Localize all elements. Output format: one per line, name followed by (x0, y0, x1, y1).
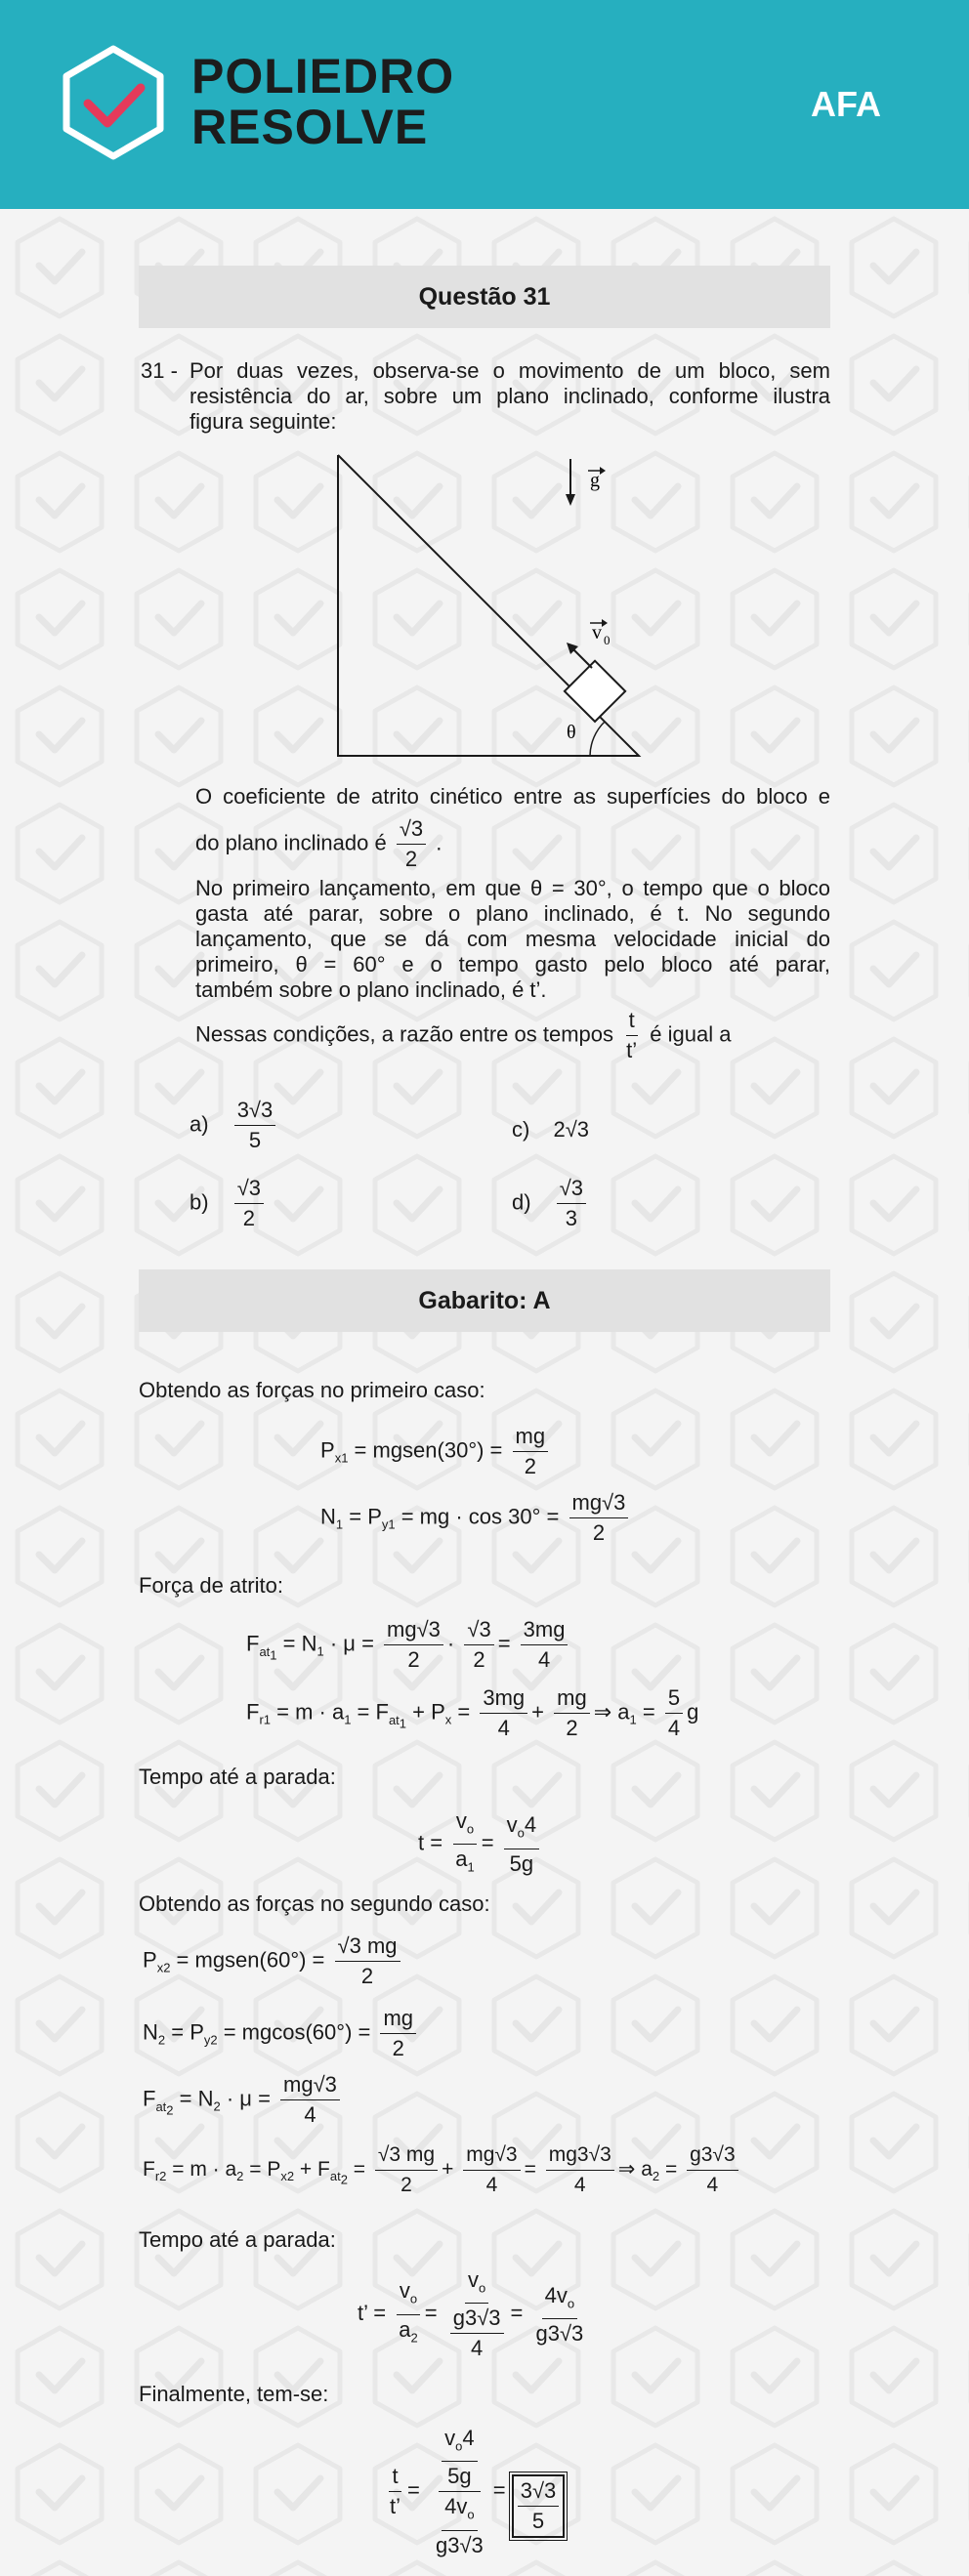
fat1-lhs: F (246, 1631, 260, 1656)
second-case-title: Obtendo as forças no segundo caso: (139, 1891, 490, 1916)
coef-fraction (397, 816, 426, 872)
equation-fat1 (246, 1617, 571, 1673)
px2-lhs: P (143, 1947, 157, 1973)
fr1-d1: 4 (497, 1716, 510, 1740)
fat2-mid-sub: 2 (213, 2098, 221, 2114)
fr2-fraction-2 (463, 2142, 520, 2198)
fin-ld: t’ (390, 2494, 400, 2519)
ratio-end: é igual a (650, 1021, 732, 1047)
para-line-5: também sobre o plano inclinado, é t’. (195, 977, 547, 1002)
t-n1-sub: o (466, 1821, 475, 1837)
fr2-n3: mg3√3 (546, 2142, 614, 2171)
fr2-lhs: F (143, 2158, 155, 2181)
tp-eq: = (424, 2301, 438, 2325)
coef-text-line-2 (195, 816, 442, 872)
fr2-mid2: = P (243, 2158, 281, 2181)
px1-fraction (513, 1424, 549, 1479)
fin-rn: 3√3 (518, 2478, 560, 2507)
option-b-den: 2 (242, 1206, 255, 1230)
first-case-title: Obtendo as forças no primeiro caso: (139, 1378, 485, 1402)
fat1-d3: 4 (537, 1647, 551, 1672)
fat2-num: mg√3 (280, 2072, 340, 2100)
fat2-fraction (280, 2072, 340, 2128)
brand-logo-text (191, 51, 454, 152)
tp-n3-sub: o (567, 2295, 575, 2310)
px1-mid: = mgsen(30°) = (348, 1437, 503, 1463)
fr1-sub5: 1 (629, 1712, 637, 1727)
question-title-bar: Questão 31 (139, 266, 830, 328)
coef-num: √3 (397, 816, 426, 845)
fr1-eq: = (451, 1699, 471, 1724)
n2-lhs: N (143, 2019, 158, 2045)
option-d-den: 3 (565, 1206, 577, 1230)
fr2-sub5: 2 (652, 2169, 660, 2184)
fr2-fraction-4 (687, 2142, 738, 2198)
tp-n1: v (399, 2278, 410, 2304)
fr1-d3: 4 (667, 1716, 681, 1740)
option-d (512, 1176, 590, 1231)
fr2-sub3: x2 (280, 2169, 295, 2184)
option-a-label: a) (190, 1111, 209, 1137)
fat2-den: 4 (304, 2102, 316, 2127)
t-n2: v (506, 1812, 518, 1838)
fr1-end: g (687, 1699, 699, 1724)
ratio-fraction (623, 1008, 640, 1063)
fr1-mid3: + P (406, 1699, 445, 1724)
n1-mid2: = mg · cos 30° = (395, 1504, 560, 1529)
fat2-mid: = N (173, 2086, 214, 2111)
px1-num: mg (513, 1424, 549, 1452)
n2-den: 2 (392, 2036, 404, 2060)
fr2-mid: = m · a (166, 2158, 237, 2181)
fr1-lhs: F (246, 1699, 260, 1724)
n2-sub2: y2 (203, 2032, 218, 2048)
stop-time-title-2: Tempo até a parada: (139, 2227, 336, 2252)
n2-fraction (380, 2006, 416, 2061)
option-d-fraction (557, 1176, 586, 1231)
option-d-label: d) (512, 1189, 531, 1215)
fr2-sub4b: 2 (340, 2172, 348, 2187)
n2-num: mg (380, 2006, 416, 2034)
fat1-fraction-1 (384, 1617, 443, 1673)
t-d1: a (455, 1847, 468, 1872)
option-c (512, 1117, 589, 1143)
tp-fraction-2 (447, 2267, 507, 2361)
fr1-d2: 2 (566, 1716, 578, 1740)
fat2-subsub: 2 (166, 2102, 174, 2118)
px2-mid: = mgsen(60°) = (170, 1947, 325, 1973)
header (0, 0, 969, 209)
coef-text-line-1: O coeficiente de atrito cinético entre as superfícies do bloco e (195, 784, 830, 809)
t-lhs: t = (418, 1830, 443, 1855)
fat2-mid2: · μ = (220, 2086, 271, 2111)
option-a-den: 5 (248, 1128, 262, 1152)
para-line-4: primeiro, θ = 60° e o tempo gasto pelo bloco até parar, (195, 952, 830, 976)
n1-mid1: = P (343, 1504, 382, 1529)
equation-px1 (320, 1424, 552, 1479)
fr2-n2: mg√3 (463, 2142, 520, 2171)
n1-sub: 1 (335, 1517, 344, 1532)
coef-text: do plano inclinado é (195, 830, 387, 855)
fr1-sub3b: 1 (399, 1716, 407, 1731)
tp-fraction-1 (396, 2278, 420, 2350)
gravity-arrow (566, 459, 606, 506)
fr2-mid3: + F (294, 2158, 330, 2181)
px2-fraction (335, 1933, 400, 1989)
fat1-fraction-3 (521, 1617, 569, 1673)
t-n1: v (455, 1808, 467, 1833)
equation-t-prime (358, 2267, 590, 2361)
fr2-n1: √3 mg (375, 2142, 438, 2171)
fin-dd: g3√3 (435, 2532, 484, 2557)
n1-sub2: y1 (381, 1517, 396, 1532)
exam-name: AFA (811, 84, 881, 124)
tp-n2: v (468, 2267, 480, 2292)
tp-fraction-3 (533, 2283, 587, 2347)
fr2-fraction-3 (546, 2142, 614, 2198)
fat1-dot: · (446, 1631, 455, 1656)
option-a (190, 1098, 279, 1153)
fr1-imp: ⇒ a (593, 1699, 630, 1724)
fr2-fraction-1 (375, 2142, 438, 2198)
fin-fraction-1 (387, 2464, 403, 2519)
t-d2: 5g (509, 1850, 534, 1876)
equation-fr2 (143, 2142, 742, 2198)
tp-d1-sub: 2 (410, 2330, 418, 2346)
n1-num: mg√3 (569, 1490, 629, 1518)
fin-eq: = (407, 2477, 420, 2503)
tp-eq2: = (510, 2301, 524, 2325)
fat2-lhs: F (143, 2086, 156, 2111)
equation-t (418, 1808, 543, 1881)
friction-title: Força de atrito: (139, 1573, 283, 1598)
statement-line-3: figura seguinte: (190, 409, 337, 434)
tp-d2d: 4 (471, 2336, 484, 2361)
stop-time-title-1: Tempo até a parada: (139, 1765, 336, 1789)
checkmark-hexagon-icon (59, 43, 168, 162)
equation-px2 (143, 1933, 404, 1989)
px1-den: 2 (524, 1454, 536, 1478)
tp-d3: g3√3 (535, 2320, 584, 2346)
n2-mid2: = mgcos(60°) = (217, 2019, 371, 2045)
option-a-fraction (234, 1098, 276, 1153)
px1-lhs: P (320, 1437, 335, 1463)
fr2-sub4: at (329, 2169, 341, 2184)
t-d1-sub: 1 (467, 1859, 475, 1875)
t-n2-end: 4 (524, 1812, 537, 1838)
ratio-line (195, 1008, 731, 1063)
fin-nn-end: 4 (462, 2426, 475, 2450)
fin-ln: t (389, 2464, 400, 2492)
fr1-mid2: = F (351, 1699, 389, 1724)
tp-lhs: t’ = (358, 2301, 387, 2325)
para-line-3: lançamento, que se dá com mesma velocidade inicial do (195, 927, 830, 951)
equation-n1 (320, 1490, 632, 1546)
fr2-sub: r2 (154, 2169, 167, 2184)
fr1-sub: r1 (259, 1712, 272, 1727)
fr1-n1: 3mg (480, 1685, 527, 1714)
fat1-d1: 2 (407, 1647, 420, 1672)
equation-fr1 (246, 1685, 698, 1741)
option-c-label: c) (512, 1117, 530, 1142)
t-eq: = (481, 1830, 494, 1855)
fr2-n4: g3√3 (687, 2142, 738, 2171)
gravity-label: g (590, 470, 600, 491)
option-b (190, 1176, 268, 1231)
equation-final (383, 2426, 565, 2558)
t-fraction-2 (504, 1812, 539, 1876)
statement-line-2: resistência do ar, sobre um plano inclinado, conforme ilustra (190, 384, 830, 408)
fr2-eq: = (347, 2158, 366, 2181)
t-n2-sub: o (517, 1825, 525, 1841)
equation-n2 (143, 2006, 420, 2061)
para-line-1: No primeiro lançamento, em que θ = 30°, o tempo que o bloco (195, 876, 830, 900)
fr2-d4: 4 (706, 2174, 719, 2196)
sliding-block (565, 661, 625, 722)
fin-nn-sub: o (455, 2438, 463, 2454)
tp-n1-sub: o (409, 2291, 418, 2306)
fr1-n2: mg (554, 1685, 590, 1714)
option-d-num: √3 (557, 1176, 586, 1204)
fr1-n3: 5 (665, 1685, 683, 1714)
ratio-text: Nessas condições, a razão entre os tempos (195, 1021, 614, 1047)
fr2-d3: 4 (573, 2174, 586, 2196)
fr1-fraction-3 (665, 1685, 683, 1741)
fat1-fraction-2 (464, 1617, 493, 1673)
px1-sub: x1 (334, 1450, 349, 1466)
fat1-subsub: 1 (270, 1647, 277, 1663)
fat1-n2: √3 (464, 1617, 493, 1645)
px2-num: √3 mg (335, 1933, 400, 1962)
fr2-plus: + (442, 2158, 454, 2181)
final-title: Finalmente, tem-se: (139, 2382, 329, 2406)
fr2-sub2: 2 (236, 2169, 244, 2184)
ratio-num: t (626, 1008, 638, 1036)
fat1-n3: 3mg (521, 1617, 569, 1645)
fr1-sub4: x (444, 1712, 452, 1727)
fin-fraction-2 (430, 2426, 489, 2558)
velocity-label: v (592, 622, 602, 644)
fr2-eq3: = (659, 2158, 678, 2181)
option-b-num: √3 (234, 1176, 264, 1204)
tp-d1: a (399, 2316, 411, 2342)
equation-fat2 (143, 2072, 344, 2128)
statement-line-1: Por duas vezes, observa-se o movimento de um bloco, sem (190, 358, 830, 383)
fin-dn: 4v (444, 2494, 468, 2519)
fr2-d2: 4 (485, 2174, 498, 2196)
inclined-plane-figure (328, 447, 656, 760)
fr1-fraction-1 (480, 1685, 527, 1741)
n1-den: 2 (592, 1520, 606, 1545)
n1-fraction (569, 1490, 629, 1546)
fin-rd: 5 (531, 2508, 545, 2533)
fr1-fraction-2 (554, 1685, 590, 1741)
fr2-d1: 2 (400, 2174, 412, 2196)
n1-lhs: N (320, 1504, 336, 1529)
ratio-den: t’ (626, 1038, 638, 1062)
answer-title-bar: Gabarito: A (139, 1269, 830, 1332)
fin-nd: 5g (447, 2464, 472, 2489)
fr2-eq2: = (524, 2158, 536, 2181)
t-fraction-1 (452, 1808, 477, 1881)
tp-n2-sub: o (479, 2280, 486, 2296)
fat1-eq: = (497, 1631, 511, 1656)
fin-nn: v (444, 2426, 456, 2450)
option-b-label: b) (190, 1189, 209, 1215)
fat1-sub: at (259, 1643, 271, 1659)
fr1-sub2: 1 (344, 1712, 352, 1727)
brand-line-2: RESOLVE (191, 100, 429, 154)
fat1-mid-sub: 1 (316, 1643, 324, 1659)
fin-eq2: = (492, 2477, 506, 2503)
velocity-arrow (567, 619, 611, 668)
fat1-d2: 2 (473, 1647, 485, 1672)
fat1-n1: mg√3 (384, 1617, 443, 1645)
option-a-num: 3√3 (234, 1098, 276, 1126)
px2-sub: x2 (156, 1960, 171, 1975)
option-b-fraction (234, 1176, 264, 1231)
fr2-imp: ⇒ a (617, 2158, 653, 2181)
option-c-value: 2√3 (553, 1117, 589, 1142)
brand-line-1: POLIEDRO (191, 49, 455, 104)
para-line-2: gasta até parar, sobre o plano inclinado, é t. No segundo (195, 901, 830, 926)
fr1-eq2: = (636, 1699, 655, 1724)
fr1-sub3: at (388, 1712, 400, 1727)
fr1-plus: + (531, 1699, 545, 1724)
fin-dn-sub: o (467, 2507, 475, 2522)
tp-n3: 4v (544, 2282, 568, 2307)
fat1-mid2: · μ = (323, 1631, 374, 1656)
tp-d2n: g3√3 (450, 2306, 504, 2334)
coef-end: . (436, 830, 442, 855)
n2-sub: 2 (157, 2032, 166, 2048)
angle-label: θ (567, 722, 576, 743)
px2-den: 2 (360, 1964, 374, 1988)
final-answer-box (512, 2474, 566, 2538)
n2-mid1: = P (165, 2019, 204, 2045)
question-number: 31 - (141, 358, 178, 383)
fat2-sub: at (155, 2098, 167, 2114)
fr1-mid: = m · a (271, 1699, 345, 1724)
velocity-subscript: 0 (604, 633, 611, 647)
coef-den: 2 (404, 847, 418, 871)
fat1-mid: = N (276, 1631, 317, 1656)
